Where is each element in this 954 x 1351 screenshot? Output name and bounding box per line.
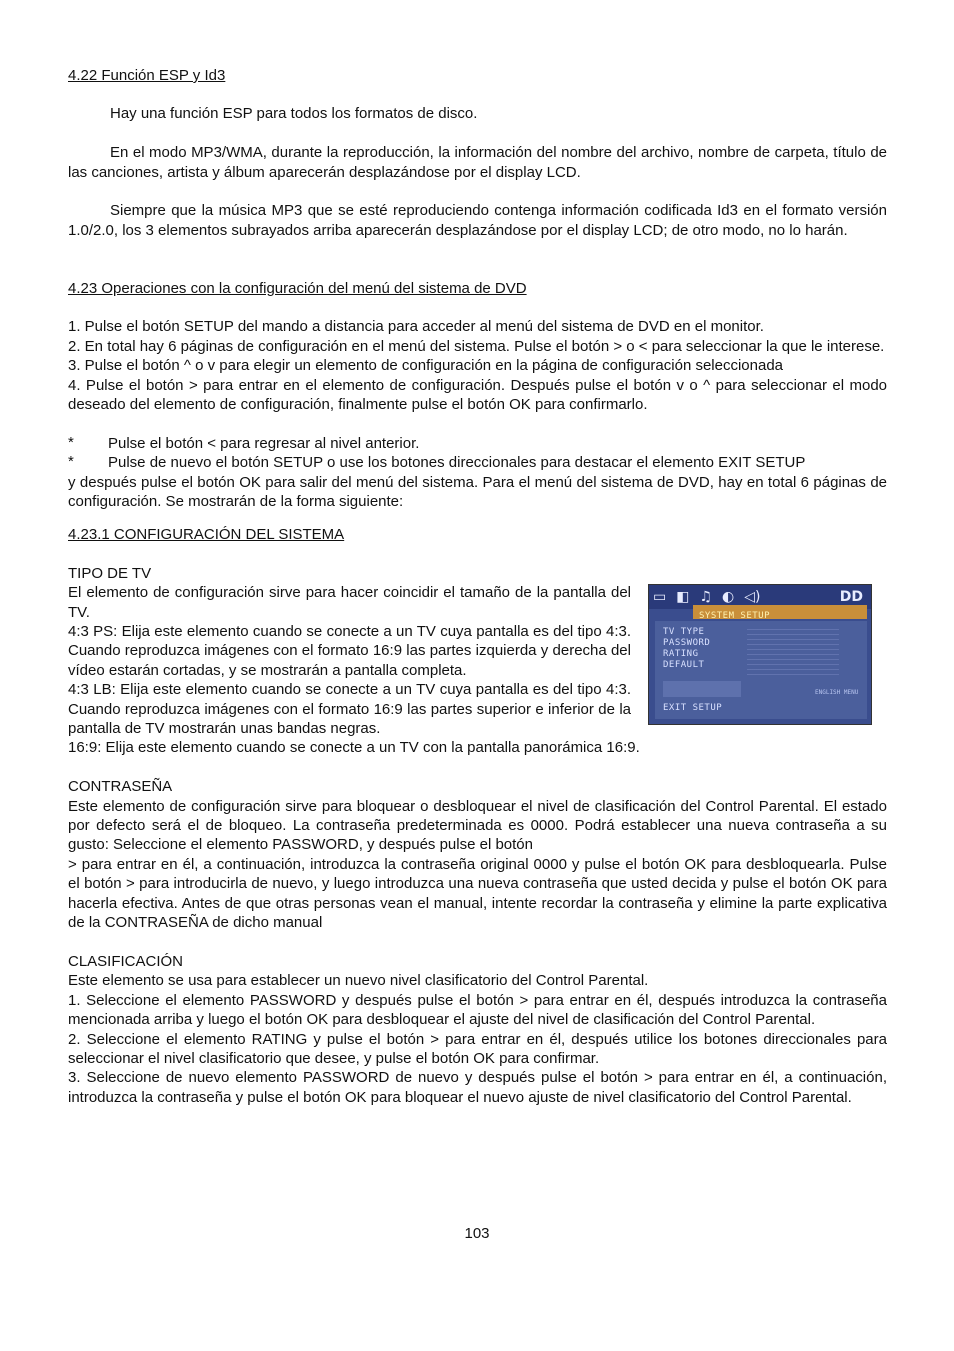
contrast-icon: ◐ [722, 588, 735, 605]
paragraph: Este elemento de configuración sirve para bloquear o desbloquear el nivel de clasificación del Control Parental. El estado por defecto será el de bloqueo. La contraseña predeterminada es 0000. Podrá establecer una nueva contraseña a su gusto: Seleccione el elemento PASSWORD, y después pulse el botón [68, 797, 887, 854]
section-heading-4-22: 4.22 Función ESP y Id3 [68, 67, 226, 84]
note-2 [68, 453, 887, 472]
paragraph: En el modo MP3/WMA, durante la reproducción, la información del nombre del archivo, nombre de carpeta, título de las canciones, artista y álbum aparecerán desplazándose por el display LCD. [68, 144, 887, 181]
step-2: 2. En total hay 6 páginas de configuración en el menú del sistema. Pulse el botón > o < para seleccionar la que le interese. [68, 337, 885, 355]
note-2-continued: y después pulse el botón OK para salir del menú del sistema. Para el menú del sistema de DVD, hay en total 6 páginas de configuración. Se mostrarán de la forma siguiente: [68, 473, 887, 511]
page-content [68, 66, 887, 1107]
monitor-icon: ▭ [653, 588, 667, 605]
subheading-tv-type: TIPO DE TV [68, 564, 152, 582]
section-heading-4-23-1: 4.23.1 CONFIGURACIÓN DEL SISTEMA [68, 526, 345, 544]
volume-icon: ◁) [744, 588, 761, 605]
step-4: 4. Pulse el botón > para entrar en el elemento de configuración. Después pulse el botón v o ^ para seleccionar el modo deseado del elemento de configuración, finalmente pulse el botón OK para confirmarlo. [68, 376, 887, 413]
dolby-digital-icon: DD [839, 588, 863, 605]
menu-item-tv-type: TV TYPE [663, 626, 705, 637]
note-1 [68, 434, 887, 453]
subheading-rating: CLASIFICACIÓN [68, 952, 184, 970]
step-3: 3. Pulse el botón ^ o v para elegir un elemento de configuración en la página de configuración seleccionada [68, 357, 784, 375]
paragraph: El elemento de configuración sirve para hacer coincidir el tamaño de la pantalla del TV. [68, 584, 631, 621]
paragraph: 16:9: Elija este elemento cuando se conecte a un TV con la pantalla panorámica 16:9. [68, 739, 640, 757]
menu-title-bar [693, 605, 867, 619]
subheading-password: CONTRASEÑA [68, 778, 173, 796]
note-text: Pulse el botón < para regresar al nivel anterior. [108, 434, 420, 452]
menu-item-password: PASSWORD [663, 637, 711, 648]
menu-item-list [663, 627, 710, 671]
bullet-mark: * [68, 433, 74, 451]
step-1: 1. Pulse el botón SETUP del mando a distancia para acceder al menú del sistema de DVD en el monitor. [68, 318, 764, 336]
menu-title: SYSTEM SETUP [699, 610, 771, 621]
paragraph: 4:3 LB: Elija este elemento cuando se conecte a un TV cuya pantalla es del tipo 4:3. Cuando reproduzca imágenes con el formato 16:9 las partes superior e inferior de la pantalla de TV mostrarán unas bandas negras. [68, 681, 631, 738]
note-text: Pulse de nuevo el botón SETUP o use los botones direccionales para destacar el elemento EXIT SETUP [108, 454, 806, 472]
paragraph: Este elemento se usa para establecer un nuevo nivel clasificatorio del Control Parental. [68, 972, 649, 990]
tv-type-block [68, 564, 887, 739]
paragraph: 2. Seleccione el elemento RATING y pulse el botón > para entrar en él, después utilice los botones direccionales para seleccionar el nivel clasificatorio que desee, y pulse el botón OK para confirmar. [68, 1030, 887, 1067]
menu-language-label: ENGLISH MENU [815, 688, 859, 696]
page-number: 103 [464, 1225, 490, 1242]
paragraph: Siempre que la música MP3 que se esté reproduciendo contenga información codificada Id3 en el formato versión 1.0/2.0, los 3 elementos subrayados arriba aparecerán desplazándose por el display LCD; de otro modo, no lo harán. [68, 202, 887, 239]
menu-exit-setup: EXIT SETUP [663, 702, 723, 713]
menu-item-default: DEFAULT [663, 659, 705, 670]
paragraph: 3. Seleccione de nuevo elemento PASSWORD de nuevo y después pulse el botón > para entrar en él, a continuación, introduzca la contraseña y pulse el botón OK para bloquear el nuevo ajuste de nivel clasificatorio del Control Parental. [68, 1069, 887, 1106]
section-heading-4-23: 4.23 Operaciones con la configuración del menú del sistema de DVD [68, 279, 527, 297]
system-setup-menu-image [648, 584, 872, 725]
bullet-mark: * [68, 453, 74, 471]
paragraph: Hay una función ESP para todos los formatos de disco. [110, 105, 478, 123]
paragraph: 4:3 PS: Elija este elemento cuando se conecte a un TV cuya pantalla es del tipo 4:3. Cuando reproduzca imágenes con el formato 16:9 las partes izquierda y derecha del vídeo estarán cortadas, y se mostrarán a pantalla completa. [68, 623, 631, 679]
paragraph: > para entrar en él, a continuación, introduzca la contraseña original 0000 y pulse el botón OK para desbloquearla. Pulse el botón > para introducirla de nuevo, y luego introduzca una nueva contraseña que usted decida y pulse el botón OK para hacerla efectiva. Antes de que otras personas vean el manual, intente recordar la contraseña y elimine la parte explicativa de la CONTRASEÑA de dicho manual [68, 855, 887, 932]
menu-item-rating: RATING [663, 648, 699, 659]
speaker-talk-icon: ◧ [676, 588, 690, 605]
music-note-icon: ♫ [699, 588, 713, 605]
paragraph: 1. Seleccione el elemento PASSWORD y después pulse el botón > para entrar en él, después introduzca la contraseña mencionada arriba y luego el botón OK para desbloquear el ajuste del nivel de clasificación del Control Parental. [68, 991, 887, 1029]
